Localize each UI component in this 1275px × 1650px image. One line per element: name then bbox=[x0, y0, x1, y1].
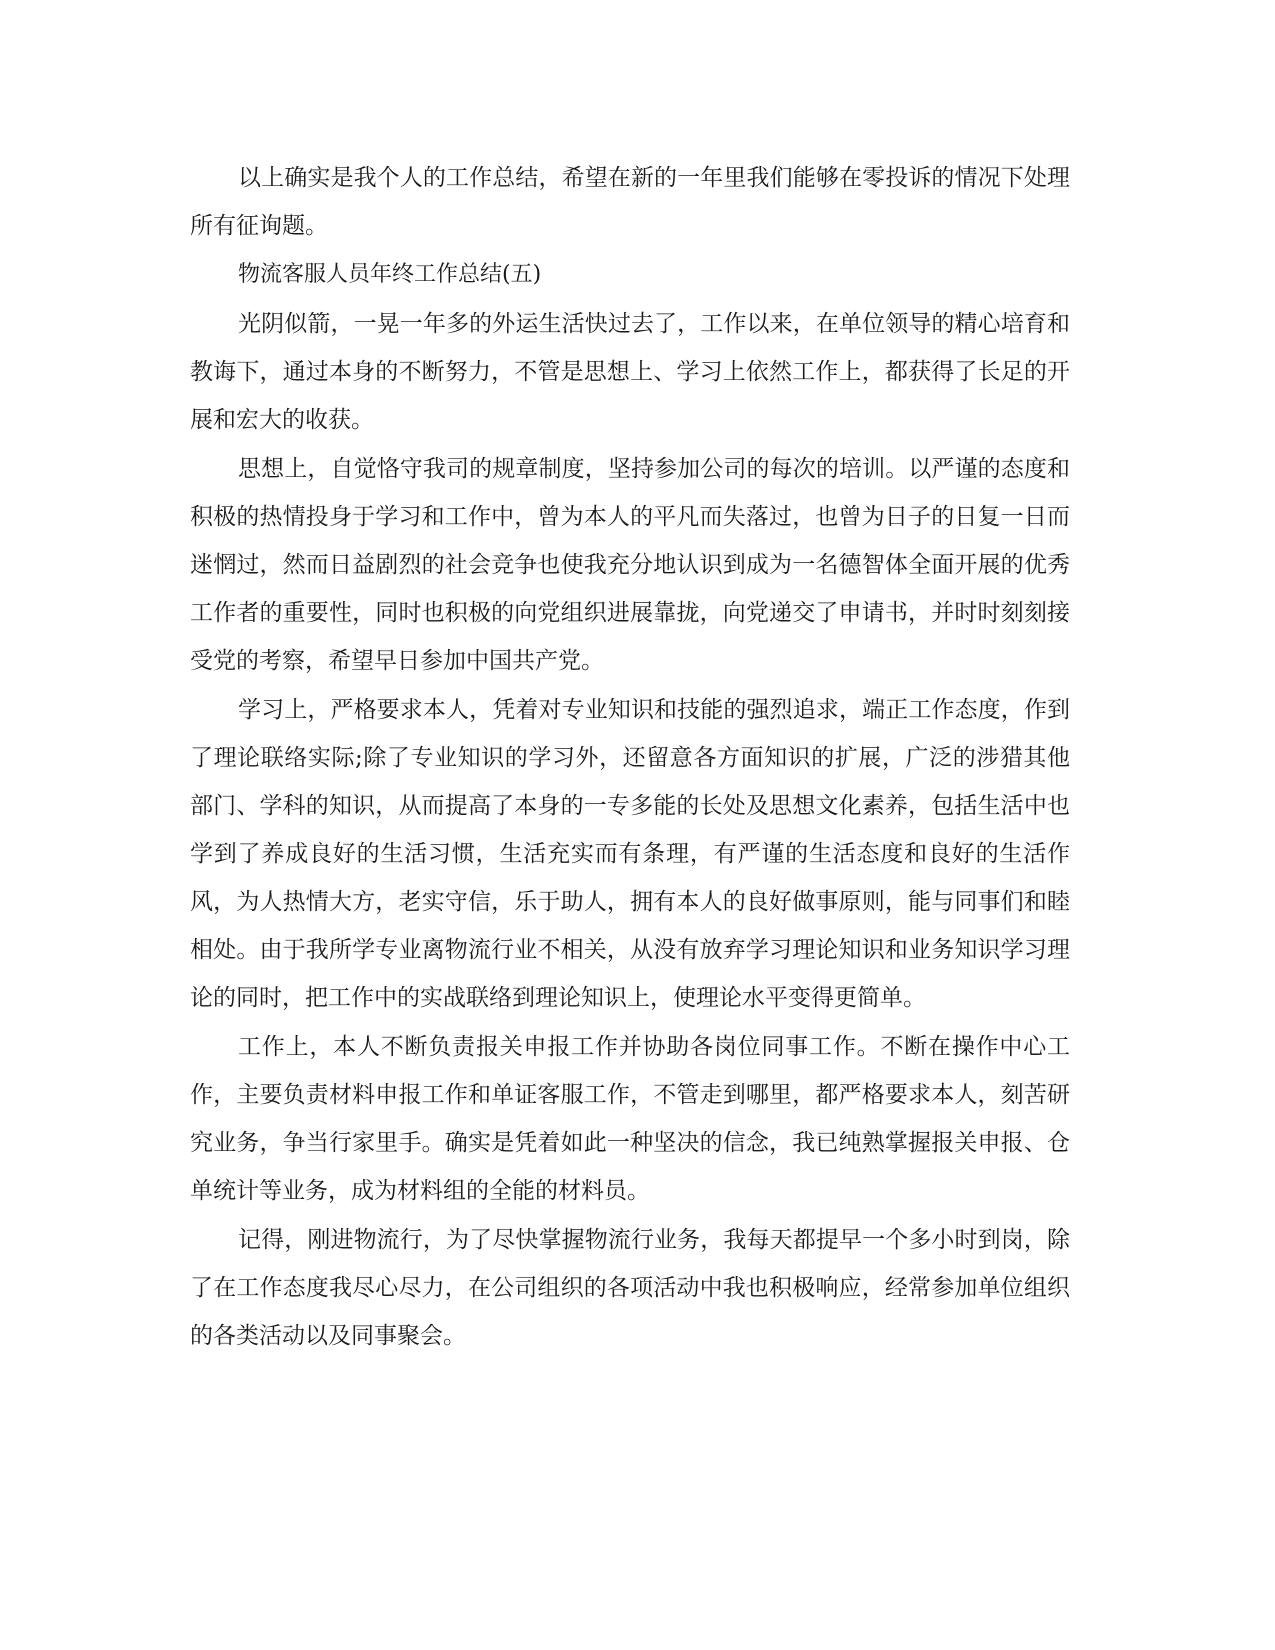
paragraph-thought: 思想上，自觉恪守我司的规章制度，坚持参加公司的每次的培训。以严谨的态度和积极的热情投身于学习和工作中，曾为本人的平凡而失落过，也曾为日子的日复一日而迷惘过，然而日益剧烈的社会竞争也使我充分地认识到成为一名德智体全面开展的优秀工作者的重要性，同时也积极的向党组织进展靠拢，向党递交了申请书，并时时刻刻接受党的考察，希望早日参加中国共产党。 bbox=[190, 456, 1070, 674]
paragraph-closing-summary: 以上确实是我个人的工作总结，希望在新的一年里我们能够在零投诉的情况下处理所有征询题。 bbox=[190, 165, 1070, 239]
paragraph-work: 工作上，本人不断负责报关申报工作并协助各岗位同事工作。不断在操作中心工作，主要负责材料申报工作和单证客服工作，不管走到哪里，都严格要求本人，刻苦研究业务，争当行家里手。确实是凭着如此一种坚决的信念，我已纯熟掌握报关申报、仓单统计等业务，成为材料组的全能的材料员。 bbox=[190, 1034, 1070, 1204]
document-body bbox=[190, 154, 1070, 1361]
paragraph-study: 学习上，严格要求本人，凭着对专业知识和技能的强烈追求，端正工作态度，作到了理论联络实际;除了专业知识的学习外，还留意各方面知识的扩展，广泛的涉猎其他部门、学科的知识，从而提高了本身的一专多能的长处及思想文化素养，包括生活中也学到了养成良好的生活习惯，生活充实而有条理，有严谨的生活态度和良好的生活作风，为人热情大方，老实守信，乐于助人，拥有本人的良好做事原则，能与同事们和睦相处。由于我所学专业离物流行业不相关，从没有放弃学习理论知识和业务知识学习理论的同时，把工作中的实战联络到理论知识上，使理论水平变得更简单。 bbox=[190, 697, 1070, 1011]
section-heading: 物流客服人员年终工作总结(五) bbox=[238, 262, 542, 287]
paragraph-memory: 记得，刚进物流行，为了尽快掌握物流行业务，我每天都提早一个多小时到岗，除了在工作态度我尽心尽力，在公司组织的各项活动中我也积极响应，经常参加单位组织的各类活动以及同事聚会。 bbox=[190, 1227, 1070, 1349]
paragraph-intro: 光阴似箭，一晃一年多的外运生活快过去了，工作以来，在单位领导的精心培育和教诲下，通过本身的不断努力，不管是思想上、学习上依然工作上，都获得了长足的开展和宏大的收获。 bbox=[190, 311, 1070, 433]
